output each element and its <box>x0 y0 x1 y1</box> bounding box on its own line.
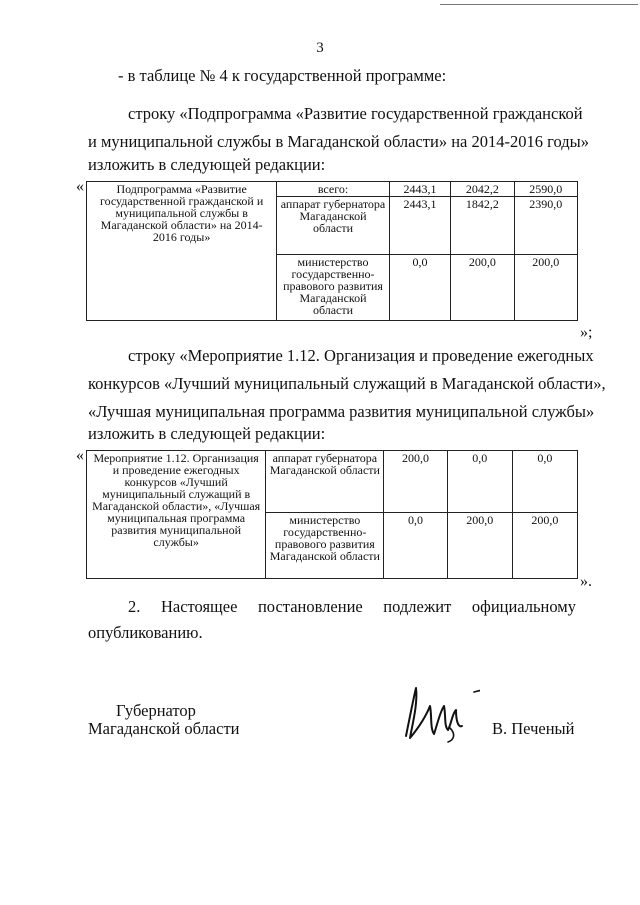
table1-cell: 2042,2 <box>451 182 514 197</box>
table1-row-label: аппарат губернатора Магаданской области <box>277 197 390 255</box>
signatory-name: В. Печеный <box>492 719 575 738</box>
table1-close-mark: »; <box>580 324 593 341</box>
top-rule <box>440 4 638 5</box>
table1 <box>86 181 578 321</box>
table2-cell: 0,0 <box>512 451 577 513</box>
table1-cell: 2443,1 <box>389 197 450 255</box>
table1-cell: 2390,0 <box>514 197 577 255</box>
paragraph-row1-line3: изложить в следующей редакции: <box>88 155 326 174</box>
signatory-title-line2: Магаданской области <box>88 719 240 738</box>
table1-cell: 2443,1 <box>389 182 450 197</box>
table2-close-mark: ». <box>580 573 592 590</box>
table2-row <box>87 451 578 513</box>
paragraph-row2-line4: изложить в следующей редакции: <box>88 424 326 443</box>
table2-cell: 200,0 <box>512 513 577 579</box>
table2-cell: 200,0 <box>384 451 447 513</box>
paragraph-row1-line1: строку «Подпрограмма «Развитие государственной гражданской <box>128 104 583 123</box>
table1-cell: 0,0 <box>389 255 450 321</box>
table2 <box>86 450 578 579</box>
table1-cell: 2590,0 <box>514 182 577 197</box>
table1-cell: 200,0 <box>451 255 514 321</box>
table2-row-label: аппарат губернатора Магаданской области <box>266 451 384 513</box>
table1-row-label: министерство государственно-правового развития Магаданской области <box>277 255 390 321</box>
table2-cell: 200,0 <box>447 513 512 579</box>
table2-row-label: министерство государственно-правового развития Магаданской области <box>266 513 384 579</box>
paragraph-publication-line2: опубликованию. <box>88 623 203 642</box>
paragraph-table4-intro: - в таблице № 4 к государственной программе: <box>118 66 447 85</box>
table1-cell: 200,0 <box>514 255 577 321</box>
table1-name-cell: Подпрограмма «Развитие государственной гражданской и муниципальной службы в Магаданской области» на 2014-2016 годы» <box>87 182 277 321</box>
paragraph-row2-line1: строку «Мероприятие 1.12. Организация и проведение ежегодных <box>128 346 594 365</box>
page-number: 3 <box>316 40 324 56</box>
table2-name-cell: Мероприятие 1.12. Организация и проведение ежегодных конкурсов «Лучший муниципальный служащий в Магаданской области», «Лучшая муниципальная программа развития муниципальной службы» <box>87 451 266 579</box>
paragraph-row2-line2: конкурсов «Лучший муниципальный служащий в Магаданской области», <box>88 374 606 393</box>
paragraph-row2-line3: «Лучшая муниципальная программа развития муниципальной службы» <box>88 402 595 421</box>
table2-cell: 0,0 <box>384 513 447 579</box>
table1-row-label: всего: <box>277 182 390 197</box>
table1-open-quote: « <box>76 178 84 195</box>
signatory-title-line1: Губернатор <box>116 701 196 720</box>
handwritten-signature <box>400 676 480 746</box>
table1-cell: 1842,2 <box>451 197 514 255</box>
paragraph-row1-line2: и муниципальной службы в Магаданской области» на 2014-2016 годы» <box>88 132 589 151</box>
paragraph-publication-line1: 2. Настоящее постановление подлежит официальному <box>128 597 576 616</box>
table2-open-quote: « <box>76 447 84 464</box>
table1-row <box>87 182 578 197</box>
table2-cell: 0,0 <box>447 451 512 513</box>
